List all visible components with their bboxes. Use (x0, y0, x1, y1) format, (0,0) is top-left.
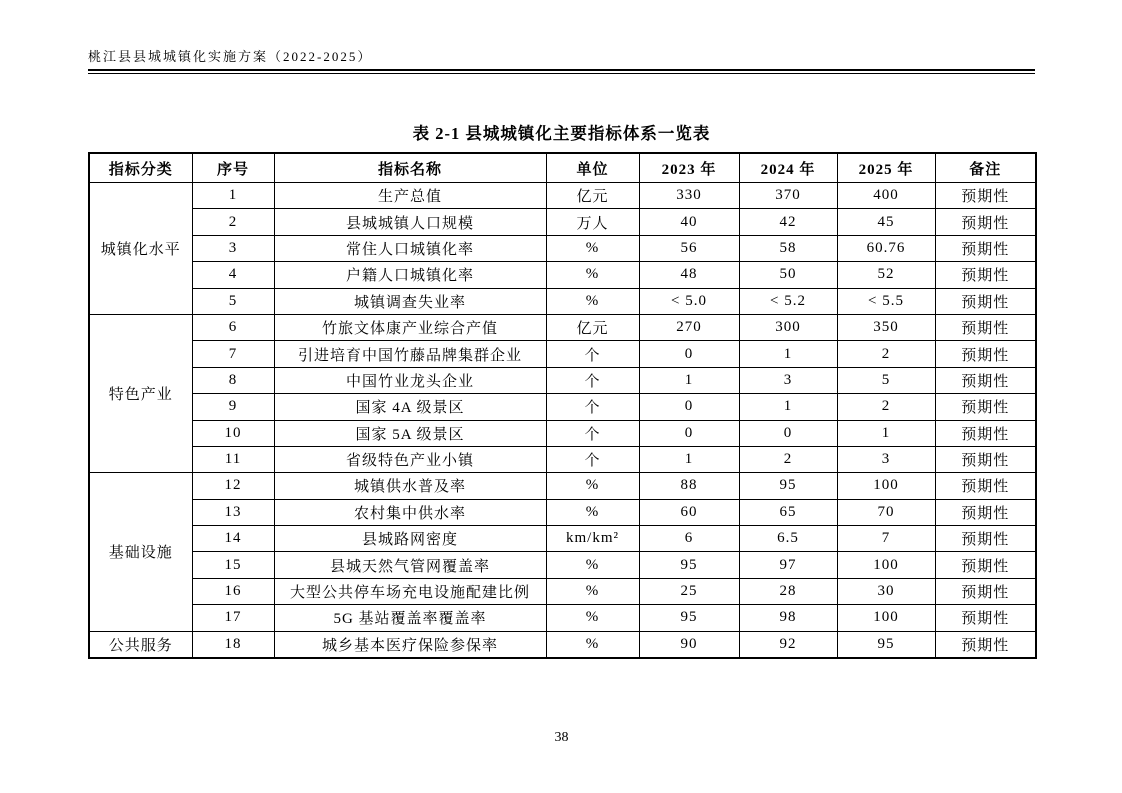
value-2023-cell: 88 (639, 473, 739, 499)
unit-cell: % (546, 631, 639, 658)
value-2023-cell: 6 (639, 526, 739, 552)
table-row (89, 446, 1036, 472)
value-2025-cell: 5 (837, 367, 935, 393)
value-2023-cell: 330 (639, 183, 739, 209)
column-header-category: 指标分类 (89, 153, 192, 183)
note-cell: 预期性 (935, 394, 1036, 420)
table-row (89, 367, 1036, 393)
note-cell: 预期性 (935, 578, 1036, 604)
index-cell: 4 (192, 262, 274, 288)
unit-cell: % (546, 578, 639, 604)
value-2024-cell: 1 (739, 394, 837, 420)
note-cell: 预期性 (935, 288, 1036, 314)
unit-cell: 个 (546, 367, 639, 393)
category-cell: 基础设施 (89, 473, 192, 631)
table-header-row (89, 153, 1036, 183)
indicator-name-cell: 5G 基站覆盖率覆盖率 (274, 605, 546, 631)
indicators-table (88, 152, 1037, 659)
indicator-name-cell: 国家 5A 级景区 (274, 420, 546, 446)
note-cell: 预期性 (935, 631, 1036, 658)
note-cell: 预期性 (935, 446, 1036, 472)
index-cell: 8 (192, 367, 274, 393)
indicator-name-cell: 城镇调查失业率 (274, 288, 546, 314)
table-row (89, 605, 1036, 631)
indicator-name-cell: 县城城镇人口规模 (274, 209, 546, 235)
indicator-name-cell: 常住人口城镇化率 (274, 235, 546, 261)
value-2025-cell: 3 (837, 446, 935, 472)
index-cell: 16 (192, 578, 274, 604)
column-header-2023: 2023 年 (639, 153, 739, 183)
indicator-name-cell: 省级特色产业小镇 (274, 446, 546, 472)
value-2024-cell: 6.5 (739, 526, 837, 552)
value-2025-cell: 2 (837, 394, 935, 420)
header-divider (88, 69, 1035, 74)
table-row (89, 341, 1036, 367)
value-2025-cell: < 5.5 (837, 288, 935, 314)
table-row (89, 209, 1036, 235)
value-2025-cell: 1 (837, 420, 935, 446)
unit-cell: % (546, 473, 639, 499)
value-2024-cell: 1 (739, 341, 837, 367)
value-2024-cell: 92 (739, 631, 837, 658)
column-header-index: 序号 (192, 153, 274, 183)
unit-cell: % (546, 499, 639, 525)
unit-cell: % (546, 288, 639, 314)
index-cell: 7 (192, 341, 274, 367)
table-row (89, 552, 1036, 578)
value-2024-cell: 95 (739, 473, 837, 499)
indicator-name-cell: 生产总值 (274, 183, 546, 209)
column-header-unit: 单位 (546, 153, 639, 183)
indicator-name-cell: 中国竹业龙头企业 (274, 367, 546, 393)
unit-cell: 万人 (546, 209, 639, 235)
value-2024-cell: < 5.2 (739, 288, 837, 314)
index-cell: 3 (192, 235, 274, 261)
note-cell: 预期性 (935, 367, 1036, 393)
value-2024-cell: 65 (739, 499, 837, 525)
column-header-2025: 2025 年 (837, 153, 935, 183)
unit-cell: 个 (546, 420, 639, 446)
note-cell: 预期性 (935, 262, 1036, 288)
table-row (89, 499, 1036, 525)
note-cell: 预期性 (935, 499, 1036, 525)
value-2023-cell: 40 (639, 209, 739, 235)
value-2025-cell: 52 (837, 262, 935, 288)
note-cell: 预期性 (935, 526, 1036, 552)
value-2023-cell: 95 (639, 552, 739, 578)
value-2023-cell: 25 (639, 578, 739, 604)
value-2025-cell: 95 (837, 631, 935, 658)
value-2023-cell: 0 (639, 341, 739, 367)
indicator-name-cell: 县城天然气管网覆盖率 (274, 552, 546, 578)
value-2024-cell: 42 (739, 209, 837, 235)
table-body (89, 183, 1036, 659)
value-2023-cell: 1 (639, 367, 739, 393)
value-2023-cell: < 5.0 (639, 288, 739, 314)
unit-cell: 亿元 (546, 314, 639, 340)
value-2024-cell: 0 (739, 420, 837, 446)
value-2023-cell: 0 (639, 420, 739, 446)
note-cell: 预期性 (935, 552, 1036, 578)
value-2024-cell: 58 (739, 235, 837, 261)
value-2025-cell: 2 (837, 341, 935, 367)
value-2024-cell: 50 (739, 262, 837, 288)
index-cell: 11 (192, 446, 274, 472)
note-cell: 预期性 (935, 420, 1036, 446)
note-cell: 预期性 (935, 183, 1036, 209)
value-2024-cell: 98 (739, 605, 837, 631)
document-header: 桃江县县城城镇化实施方案（2022-2025） (88, 49, 373, 64)
category-cell: 城镇化水平 (89, 183, 192, 315)
unit-cell: 个 (546, 341, 639, 367)
column-header-note: 备注 (935, 153, 1036, 183)
value-2023-cell: 56 (639, 235, 739, 261)
header-divider-thick-line (88, 69, 1035, 71)
column-header-2024: 2024 年 (739, 153, 837, 183)
table-row (89, 235, 1036, 261)
indicator-name-cell: 大型公共停车场充电设施配建比例 (274, 578, 546, 604)
table-title: 表 2-1 县城城镇化主要指标体系一览表 (412, 124, 711, 143)
indicator-name-cell: 县城路网密度 (274, 526, 546, 552)
value-2024-cell: 3 (739, 367, 837, 393)
value-2025-cell: 400 (837, 183, 935, 209)
column-header-indicator-name: 指标名称 (274, 153, 546, 183)
indicator-name-cell: 农村集中供水率 (274, 499, 546, 525)
index-cell: 6 (192, 314, 274, 340)
value-2025-cell: 7 (837, 526, 935, 552)
unit-cell: % (546, 605, 639, 631)
index-cell: 9 (192, 394, 274, 420)
table-row (89, 473, 1036, 499)
table-row (89, 314, 1036, 340)
index-cell: 2 (192, 209, 274, 235)
table-row (89, 262, 1036, 288)
value-2023-cell: 0 (639, 394, 739, 420)
index-cell: 17 (192, 605, 274, 631)
index-cell: 10 (192, 420, 274, 446)
category-cell: 特色产业 (89, 314, 192, 472)
table-row (89, 183, 1036, 209)
indicator-name-cell: 国家 4A 级景区 (274, 394, 546, 420)
value-2024-cell: 97 (739, 552, 837, 578)
value-2025-cell: 30 (837, 578, 935, 604)
value-2025-cell: 70 (837, 499, 935, 525)
unit-cell: 个 (546, 394, 639, 420)
table-row (89, 526, 1036, 552)
indicator-name-cell: 城乡基本医疗保险参保率 (274, 631, 546, 658)
index-cell: 13 (192, 499, 274, 525)
page-number: 38 (554, 730, 569, 745)
unit-cell: km/km² (546, 526, 639, 552)
value-2023-cell: 48 (639, 262, 739, 288)
table-row (89, 420, 1036, 446)
indicator-name-cell: 户籍人口城镇化率 (274, 262, 546, 288)
value-2023-cell: 90 (639, 631, 739, 658)
index-cell: 12 (192, 473, 274, 499)
category-cell: 公共服务 (89, 631, 192, 658)
index-cell: 1 (192, 183, 274, 209)
value-2025-cell: 100 (837, 605, 935, 631)
index-cell: 5 (192, 288, 274, 314)
value-2025-cell: 45 (837, 209, 935, 235)
unit-cell: % (546, 262, 639, 288)
value-2024-cell: 2 (739, 446, 837, 472)
unit-cell: 个 (546, 446, 639, 472)
value-2023-cell: 60 (639, 499, 739, 525)
unit-cell: % (546, 235, 639, 261)
note-cell: 预期性 (935, 209, 1036, 235)
value-2023-cell: 95 (639, 605, 739, 631)
indicator-name-cell: 城镇供水普及率 (274, 473, 546, 499)
table-row (89, 631, 1036, 658)
note-cell: 预期性 (935, 341, 1036, 367)
unit-cell: 亿元 (546, 183, 639, 209)
value-2024-cell: 370 (739, 183, 837, 209)
index-cell: 15 (192, 552, 274, 578)
index-cell: 18 (192, 631, 274, 658)
note-cell: 预期性 (935, 605, 1036, 631)
value-2024-cell: 28 (739, 578, 837, 604)
note-cell: 预期性 (935, 473, 1036, 499)
table-row (89, 288, 1036, 314)
note-cell: 预期性 (935, 235, 1036, 261)
value-2025-cell: 60.76 (837, 235, 935, 261)
value-2025-cell: 350 (837, 314, 935, 340)
value-2024-cell: 300 (739, 314, 837, 340)
value-2023-cell: 1 (639, 446, 739, 472)
header-divider-thin-line (88, 73, 1035, 74)
value-2025-cell: 100 (837, 473, 935, 499)
table-row (89, 578, 1036, 604)
indicator-name-cell: 引进培育中国竹藤品牌集群企业 (274, 341, 546, 367)
table-row (89, 394, 1036, 420)
indicator-name-cell: 竹旅文体康产业综合产值 (274, 314, 546, 340)
note-cell: 预期性 (935, 314, 1036, 340)
unit-cell: % (546, 552, 639, 578)
value-2025-cell: 100 (837, 552, 935, 578)
value-2023-cell: 270 (639, 314, 739, 340)
index-cell: 14 (192, 526, 274, 552)
